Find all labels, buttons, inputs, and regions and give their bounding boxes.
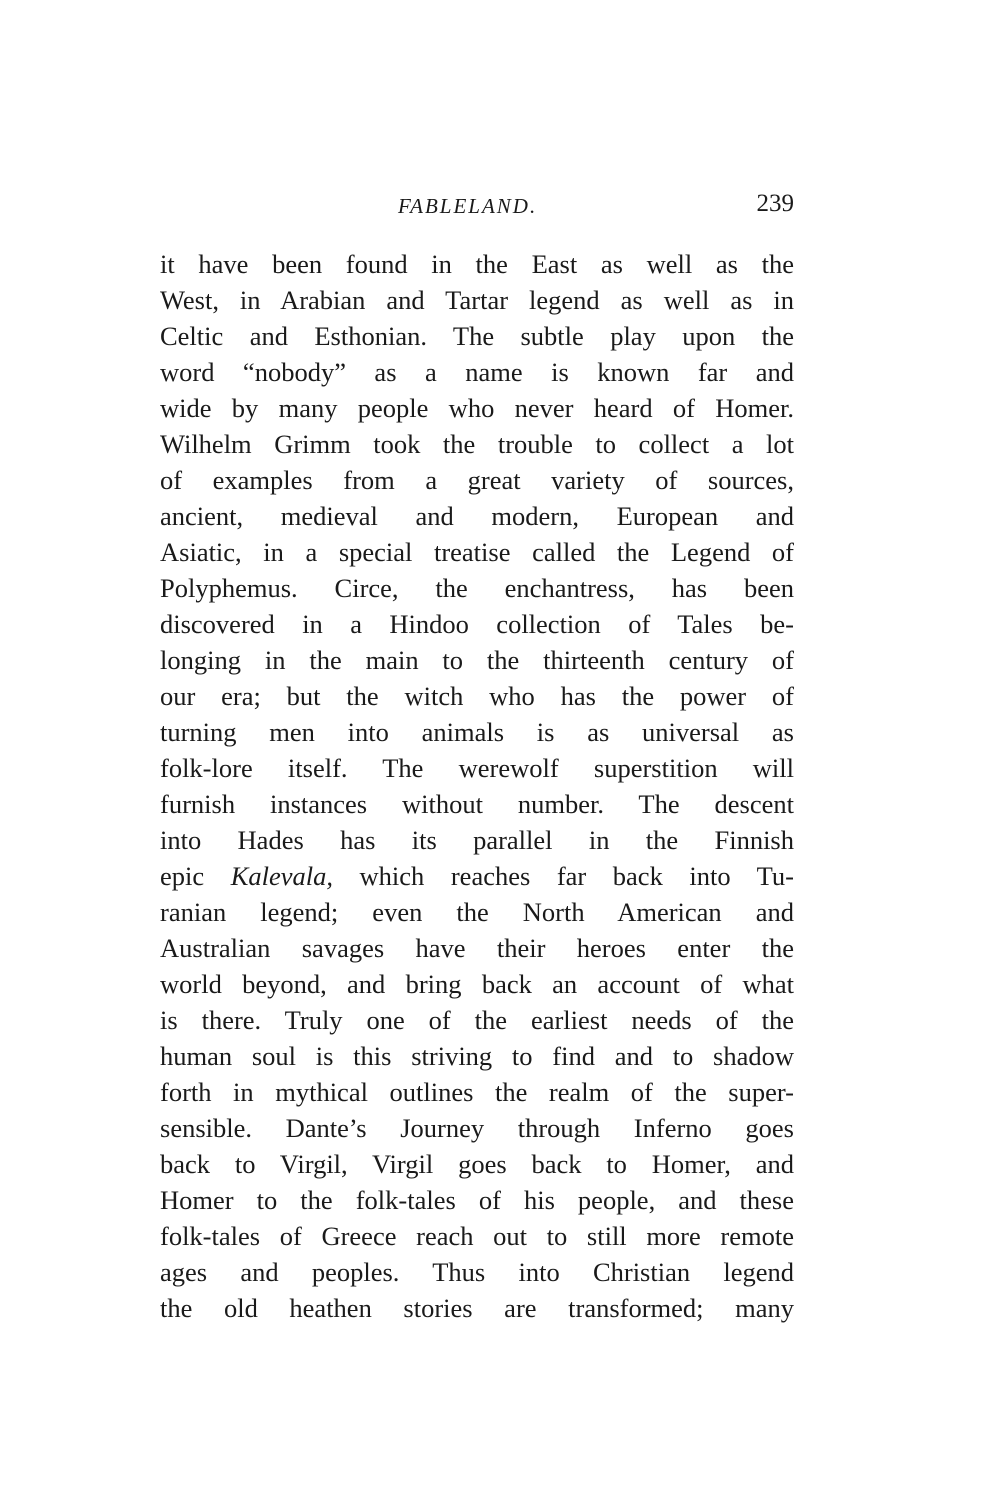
body-text (160, 246, 794, 1326)
text-line: Homer to the folk-tales of his people, and these (160, 1185, 794, 1215)
text-line: furnish instances without number. The descent (160, 789, 794, 819)
running-title: FABLELAND. (398, 194, 538, 218)
text-line: Asiatic, in a special treatise called the Legend of (160, 537, 794, 567)
text-line: Wilhelm Grimm took the trouble to collect a lot (160, 429, 794, 459)
text-line: folk-tales of Greece reach out to still more remote (160, 1221, 794, 1251)
text-line: into Hades has its parallel in the Finnish (160, 825, 794, 855)
page-number: 239 (756, 190, 794, 217)
text-line: forth in mythical outlines the realm of the super- (160, 1077, 794, 1107)
text-line: world beyond, and bring back an account of what (160, 969, 794, 999)
text-line: folk-lore itself. The werewolf superstition will (160, 753, 794, 783)
text-line: human soul is this striving to find and to shadow (160, 1041, 794, 1071)
text-line: our era; but the witch who has the power of (160, 681, 794, 711)
text-line: wide by many people who never heard of Homer. (160, 393, 794, 423)
text-line: Australian savages have their heroes enter the (160, 933, 794, 963)
text-line: of examples from a great variety of sources, (160, 465, 794, 495)
text-line: is there. Truly one of the earliest needs of the (160, 1005, 794, 1035)
text-line: longing in the main to the thirteenth century of (160, 645, 794, 675)
text-segment: epic (160, 861, 231, 891)
running-head (160, 190, 794, 230)
text-line: it have been found in the East as well as the (160, 249, 794, 279)
text-line: the old heathen stories are transformed; many (160, 1293, 794, 1323)
text-line: West, in Arabian and Tartar legend as well as in (160, 285, 794, 315)
text-line (160, 858, 794, 894)
text-line: ranian legend; even the North American and (160, 897, 794, 927)
text-line: discovered in a Hindoo collection of Tales be- (160, 609, 794, 639)
text-line: sensible. Dante’s Journey through Inferno goes (160, 1113, 794, 1143)
text-line: back to Virgil, Virgil goes back to Homer, and (160, 1149, 794, 1179)
text-line: Polyphemus. Circe, the enchantress, has been (160, 573, 794, 603)
text-line: word “nobody” as a name is known far and (160, 357, 794, 387)
text-line: ancient, medieval and modern, European and (160, 501, 794, 531)
italic-title-kalevala: Kalevala, (230, 861, 333, 891)
text-line: turning men into animals is as universal as (160, 717, 794, 747)
text-segment: which reaches far back into Tu- (333, 861, 794, 891)
text-line: ages and peoples. Thus into Christian legend (160, 1257, 794, 1287)
text-line: Celtic and Esthonian. The subtle play upon the (160, 321, 794, 351)
